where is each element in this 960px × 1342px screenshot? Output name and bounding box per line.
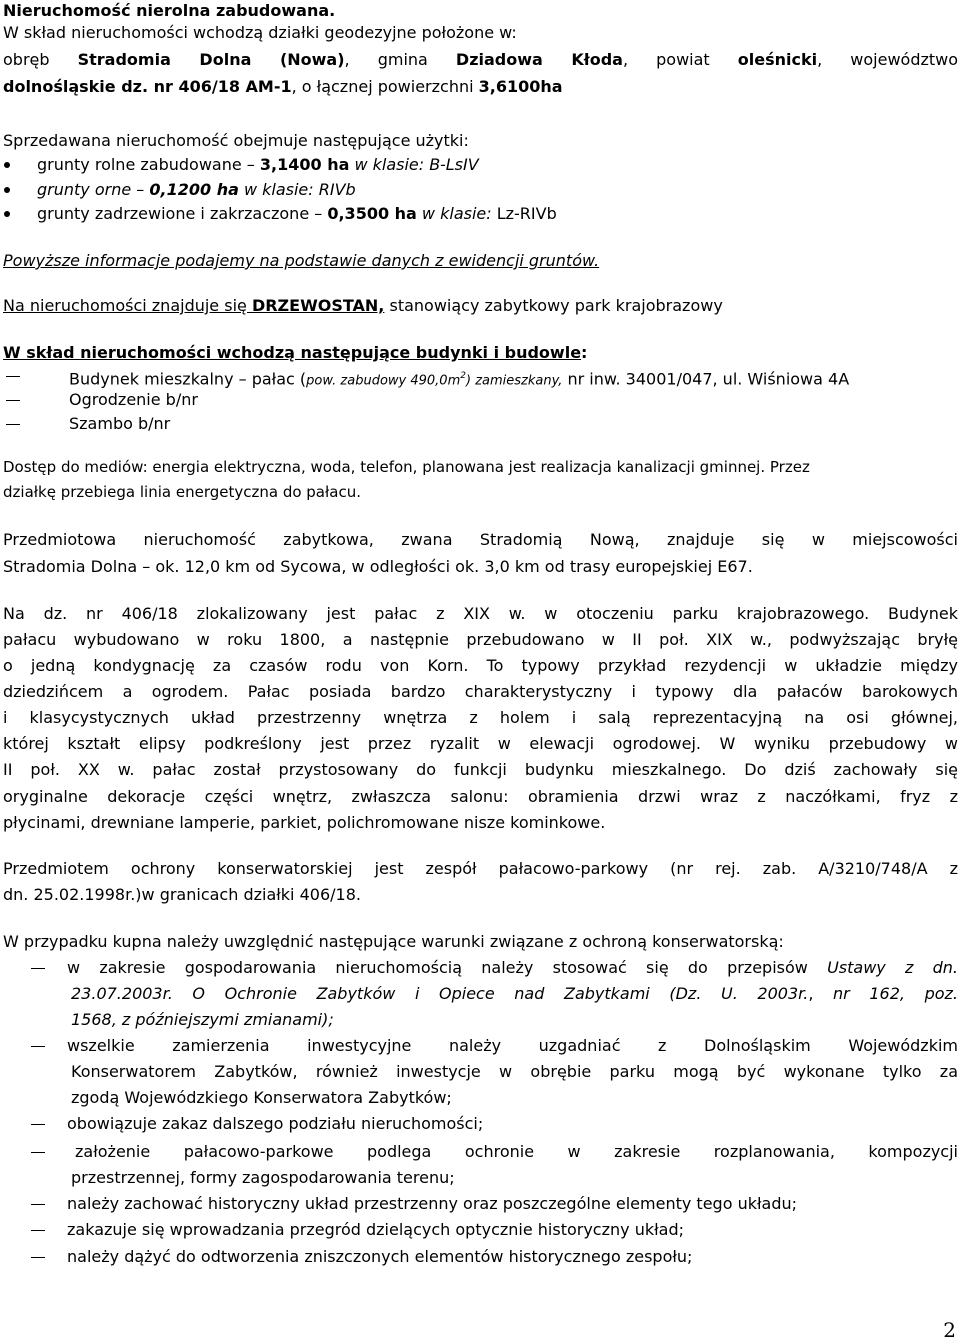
- location-line-2: obręb Stradomia Dolna (Nowa), gmina Dziadowa Kłoda, powiat oleśnicki, województwo: [3, 50, 959, 69]
- history-line-4: dziedzińcem a ogrodem. Pałac posiada bardzo charakterystyczny i typowy dla pałaców barokowych: [3, 682, 958, 701]
- history-line-5: i klasycystycznych układ przestrzenny wnętrza z holem i salą reprezentacyjną na osi głównej,: [3, 708, 958, 727]
- condition-5: należy zachować historyczny układ przestrzenny oraz poszczególne elementy tego układu;: [67, 1194, 798, 1213]
- condition-2-line-3: zgodą Wojewódzkiego Konserwatora Zabytków;: [71, 1088, 452, 1107]
- bullet-icon: [4, 211, 10, 217]
- condition-4-line-2: przestrzennej, formy zagospodarowania terenu;: [71, 1168, 455, 1187]
- use-item-2: grunty orne – 0,1200 ha w klasie: RIVb: [37, 180, 356, 199]
- condition-3: obowiązuje zakaz dalszego podziału nieruchomości;: [67, 1114, 484, 1133]
- document-title: Nieruchomość nierolna zabudowana.: [3, 1, 336, 20]
- condition-2-line-2: Konserwatorem Zabytków, również inwestycje w obrębie parku mogą być wykonane tylko za: [71, 1062, 958, 1081]
- history-line-6: której kształt elipsy podkreślony jest przez ryzalit w elewacji ogrodowej. W wyniku przebudowy w: [3, 734, 958, 753]
- page-number: 2: [943, 1318, 956, 1342]
- drzewostan-line: Na nieruchomości znajduje się DRZEWOSTAN, stanowiący zabytkowy park krajobrazowy: [3, 296, 723, 315]
- dash-icon: [31, 1152, 45, 1153]
- dash-icon: [31, 1204, 45, 1205]
- dash-icon: [6, 424, 20, 425]
- condition-1-line-1: w zakresie gospodarowania nieruchomością należy stosować się do przepisów Ustawy z dn.: [67, 958, 958, 977]
- bullet-icon: [4, 162, 10, 168]
- conditions-intro: W przypadku kupna należy uwzględnić następujące warunki związane z ochroną konserwatorską:: [3, 932, 784, 951]
- history-line-3: o jedną kondygnację za czasów rodu von Korn. To typowy przykład rezydencji w układzie między: [3, 656, 958, 675]
- condition-4-line-1: założenie pałacowo-parkowe podlega ochronie w zakresie rozplanowania, kompozycji: [75, 1142, 958, 1161]
- protection-line-1: Przedmiotem ochrony konserwatorskiej jest zespół pałacowo-parkowy (nr rej. zab. A/3210/748/A z: [3, 859, 958, 878]
- location-line-1: W skład nieruchomości wchodzą działki geodezyjne położone w:: [3, 23, 517, 42]
- buildings-heading: W skład nieruchomości wchodzą następujące budynki i budowle:: [3, 343, 588, 362]
- history-line-2: pałacu wybudowano w roku 1800, a następnie przebudowano w II poł. XIX w., podwyższając bryłę: [3, 630, 958, 649]
- dash-icon: [31, 1046, 45, 1047]
- condition-1-line-3: 1568, z późniejszymi zmianami);: [71, 1010, 334, 1029]
- source-note: Powyższe informacje podajemy na podstawie danych z ewidencji gruntów.: [3, 251, 600, 270]
- protection-line-2: dn. 25.02.1998r.)w granicach działki 406/18.: [3, 885, 361, 904]
- dash-icon: [31, 1124, 45, 1125]
- location-line-3: dolnośląskie dz. nr 406/18 AM-1, o łącznej powierzchni 3,6100ha: [3, 77, 563, 96]
- condition-7: należy dążyć do odtworzenia zniszczonych elementów historycznego zespołu;: [67, 1247, 693, 1266]
- uses-intro: Sprzedawana nieruchomość obejmuje następujące użytki:: [3, 131, 469, 150]
- history-line-1: Na dz. nr 406/18 zlokalizowany jest pałac z XIX w. w otoczeniu parku krajobrazowego. Budynek: [3, 604, 958, 623]
- dash-icon: [31, 1257, 45, 1258]
- building-item-1: Budynek mieszkalny – pałac (pow. zabudowy $490,0m^2$) zamieszkany, nr inw. 34001/047, ul. Wiśniowa 4A: [69, 369, 850, 389]
- history-line-9: płycinami, drewniane lamperie, parkiet, polichromowane nisze kominkowe.: [3, 813, 606, 832]
- condition-6: zakazuje się wprowadzania przegród dzielących optycznie historyczny układ;: [67, 1220, 684, 1239]
- condition-2-line-1: wszelkie zamierzenia inwestycyjne należy uzgadniać z Dolnośląskim Wojewódzkim: [67, 1036, 958, 1055]
- dash-icon: [6, 376, 20, 377]
- building-item-3: Szambo b/nr: [69, 414, 171, 433]
- use-item-3: grunty zadrzewione i zakrzaczone – 0,3500 ha w klasie: Lz-RIVb: [37, 204, 557, 223]
- media-line-2: działkę przebiega linia energetyczna do pałacu.: [3, 483, 361, 501]
- description-line-1: Przedmiotowa nieruchomość zabytkowa, zwana Stradomią Nową, znajduje się w miejscowości: [3, 530, 958, 549]
- bullet-icon: [4, 187, 10, 193]
- condition-1-line-2: 23.07.2003r. O Ochronie Zabytków i Opiece nad Zabytkami (Dz. U. 2003r., nr 162, poz.: [71, 984, 959, 1003]
- dash-icon: [6, 400, 20, 401]
- history-line-7: II poł. XX w. pałac został przystosowany do funkcji budynku mieszkalnego. Do dziś zachowały się: [3, 760, 958, 779]
- dash-icon: [31, 968, 45, 969]
- dash-icon: [31, 1230, 45, 1231]
- history-line-8: oryginalne dekoracje części wnętrz, zwłaszcza salonu: obramienia drzwi wraz z naczółkami, fryz z: [3, 787, 958, 806]
- use-item-1: grunty rolne zabudowane – 3,1400 ha w klasie: B-LsIV: [37, 155, 479, 174]
- building-item-2: Ogrodzenie b/nr: [69, 390, 198, 409]
- description-line-2: Stradomia Dolna – ok. 12,0 km od Sycowa, w odległości ok. 3,0 km od trasy europejskiej E67.: [3, 557, 753, 576]
- media-line-1: Dostęp do mediów: energia elektryczna, woda, telefon, planowana jest realizacja kanalizacji gminnej. Przez: [3, 458, 810, 476]
